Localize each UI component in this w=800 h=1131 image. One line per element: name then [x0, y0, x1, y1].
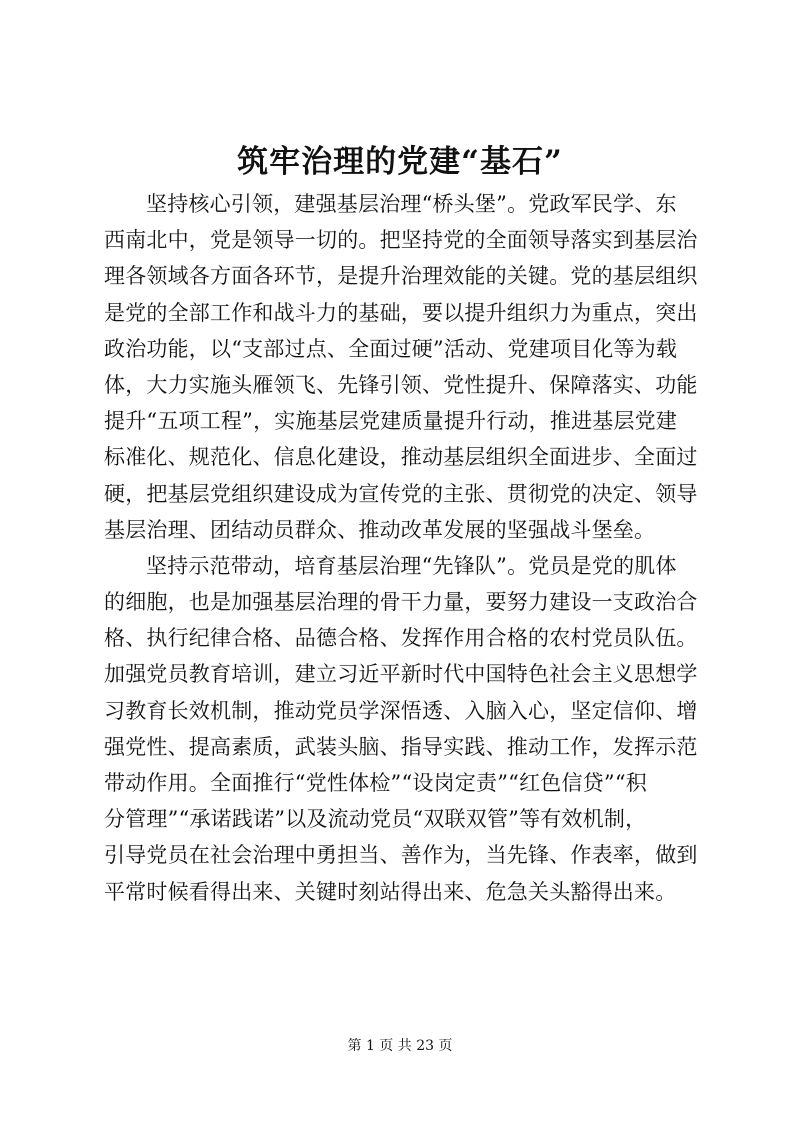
paragraph-1-line-2: 西南北中，党是领导一切的。把坚持党的全面领导落实到基层治: [104, 228, 698, 253]
paragraph-2-line-8: 分管理”“承诺践诺”以及流动党员“双联双管”等有效机制，: [104, 807, 647, 832]
paragraph-2-line-1: 坚持示范带动，培育基层治理“先锋队”。党员是党的肌体: [146, 553, 677, 578]
paragraph-2-line-10: 平常时候看得出来、关键时刻站得出来、危急关头豁得出来。: [104, 879, 677, 904]
paragraph-2-line-5: 习教育长效机制，推动党员学深悟透、入脑入心，坚定信仰、增: [104, 698, 698, 723]
page-number-footer: 第 1 页 共 23 页: [347, 1038, 453, 1054]
paragraph-2-line-3: 格、执行纪律合格、品德合格、发挥作用合格的农村党员队伍。: [104, 626, 698, 651]
paragraph-2-line-6: 强党性、提高素质，武装头脑、指导实践、推动工作，发挥示范: [104, 734, 698, 759]
paragraph-1-line-3: 理各领域各方面各环节，是提升治理效能的关键。党的基层组织: [104, 264, 698, 289]
paragraph-1-line-8: 标准化、规范化、信息化建设，推动基层组织全面进步、全面过: [104, 445, 698, 470]
document-title: 筑牢治理的党建“基石”: [237, 144, 563, 180]
paragraph-1-line-4: 是党的全部工作和战斗力的基础，要以提升组织力为重点，突出: [104, 300, 698, 325]
paragraph-2-line-7: 带动作用。全面推行“党性体检”“设岗定责”“红色信贷”“积: [104, 771, 647, 795]
paragraph-1-line-9: 硬，把基层党组织建设成为宣传党的主张、贯彻党的决定、领导: [104, 481, 698, 506]
paragraph-2-line-4: 加强党员教育培训，建立习近平新时代中国特色社会主义思想学: [104, 662, 698, 687]
document-body: [104, 186, 704, 910]
paragraph-1-line-1: 坚持核心引领，建强基层治理“桥头堡”。党政军民学、东: [146, 192, 677, 216]
paragraph-2-line-9: 引导党员在社会治理中勇担当、善作为，当先锋、作表率，做到: [104, 843, 698, 868]
paragraph-2-line-2: 的细胞，也是加强基层治理的骨干力量，要努力建设一支政治合: [104, 590, 698, 615]
paragraph-1-line-7: 提升“五项工程”，实施基层党建质量提升行动，推进基层党建: [104, 409, 678, 434]
paragraph-1-line-10: 基层治理、团结动员群众、推动改革发展的坚强战斗堡垒。: [104, 517, 656, 542]
paragraph-1-line-6: 体，大力实施头雁领飞、先锋引领、党性提升、保障落实、功能: [104, 372, 698, 397]
paragraph-1-line-5: 政治功能，以“支部过点、全面过硬”活动、党建项目化等为载: [104, 336, 678, 361]
